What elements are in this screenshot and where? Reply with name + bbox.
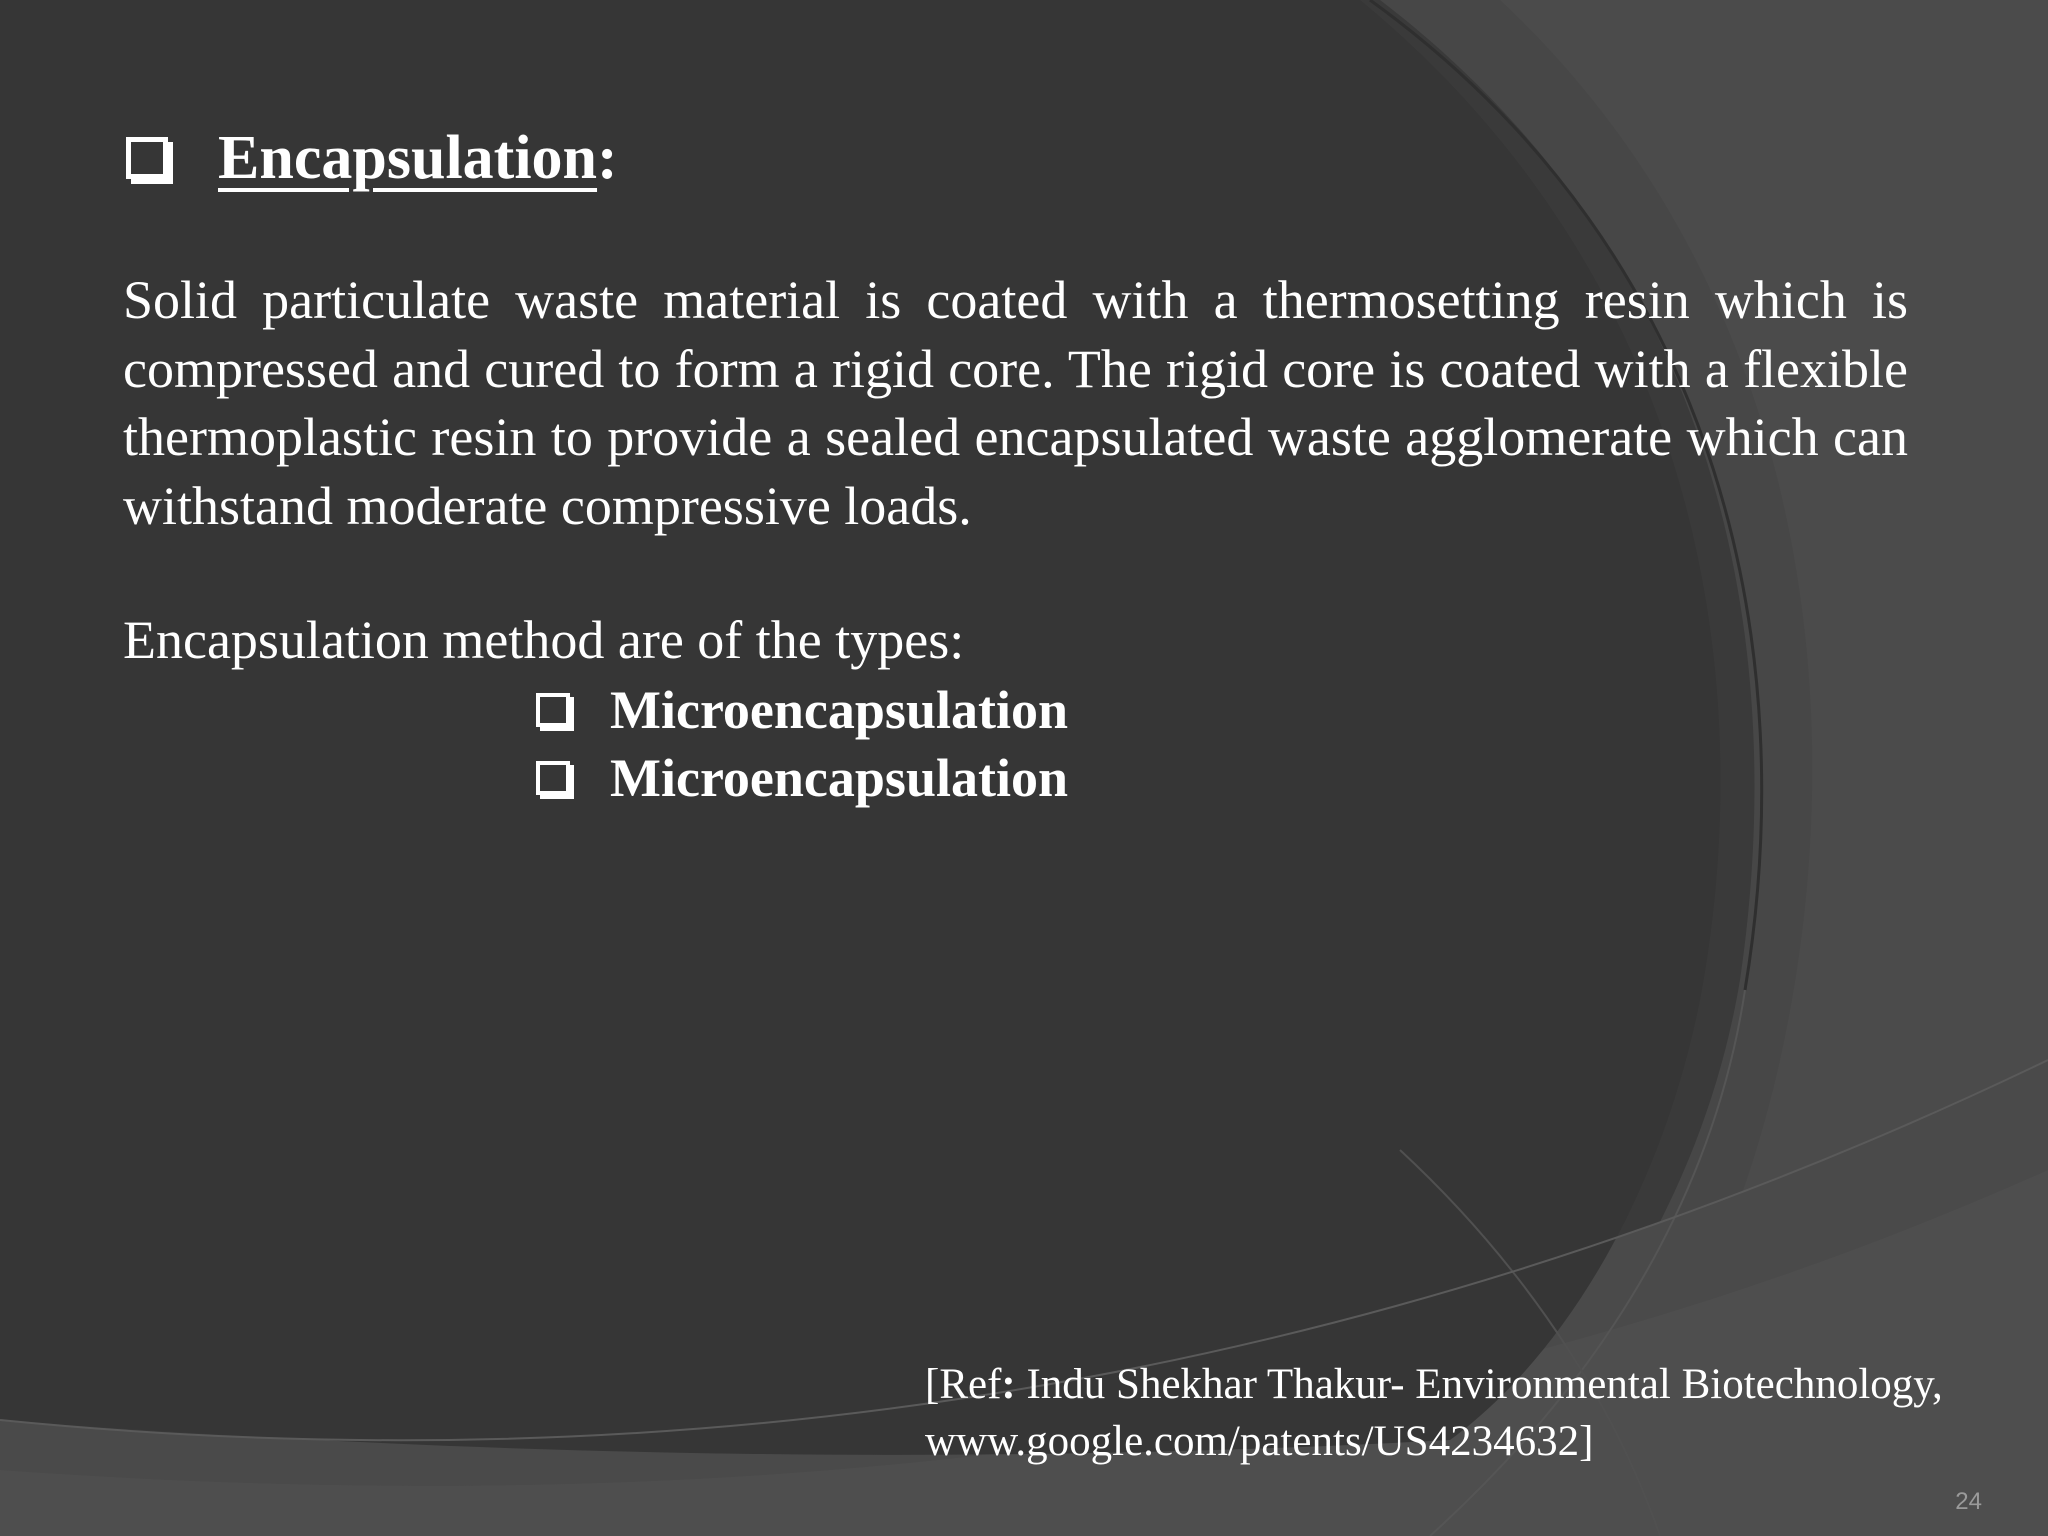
list-item <box>536 744 1068 812</box>
reference-url: www.google.com/patents/US4234632] <box>925 1418 1594 1465</box>
page-number: 24 <box>1955 1488 1982 1515</box>
description-paragraph: Solid particulate waste material is coated with a thermosetting resin which is compressed and cured to form a rigid core. The rigid core is coated with a flexible thermoplastic resin to provide a sealed encapsulated waste agglomerate which can withstand moderate compressive loads. <box>123 270 1908 536</box>
heading-title: Encapsulation <box>218 123 598 192</box>
list-item <box>536 676 1068 744</box>
types-list <box>536 676 1068 812</box>
list-item-label: Microencapsulation <box>610 680 1068 740</box>
heading-colon: : <box>597 123 618 192</box>
reference-colon: : <box>1001 1361 1016 1408</box>
reference-citation <box>925 1356 1943 1470</box>
slide-heading <box>126 118 618 198</box>
checkbox-bullet-icon <box>536 761 570 795</box>
reference-text: Indu Shekhar Thakur- Environmental Biotechnology, <box>1015 1361 1943 1408</box>
checkbox-bullet-icon <box>126 137 168 179</box>
list-item-label: Microencapsulation <box>610 748 1068 808</box>
checkbox-bullet-icon <box>536 693 570 727</box>
reference-open: [Ref <box>925 1361 1002 1408</box>
types-intro: Encapsulation method are of the types: <box>123 610 965 670</box>
